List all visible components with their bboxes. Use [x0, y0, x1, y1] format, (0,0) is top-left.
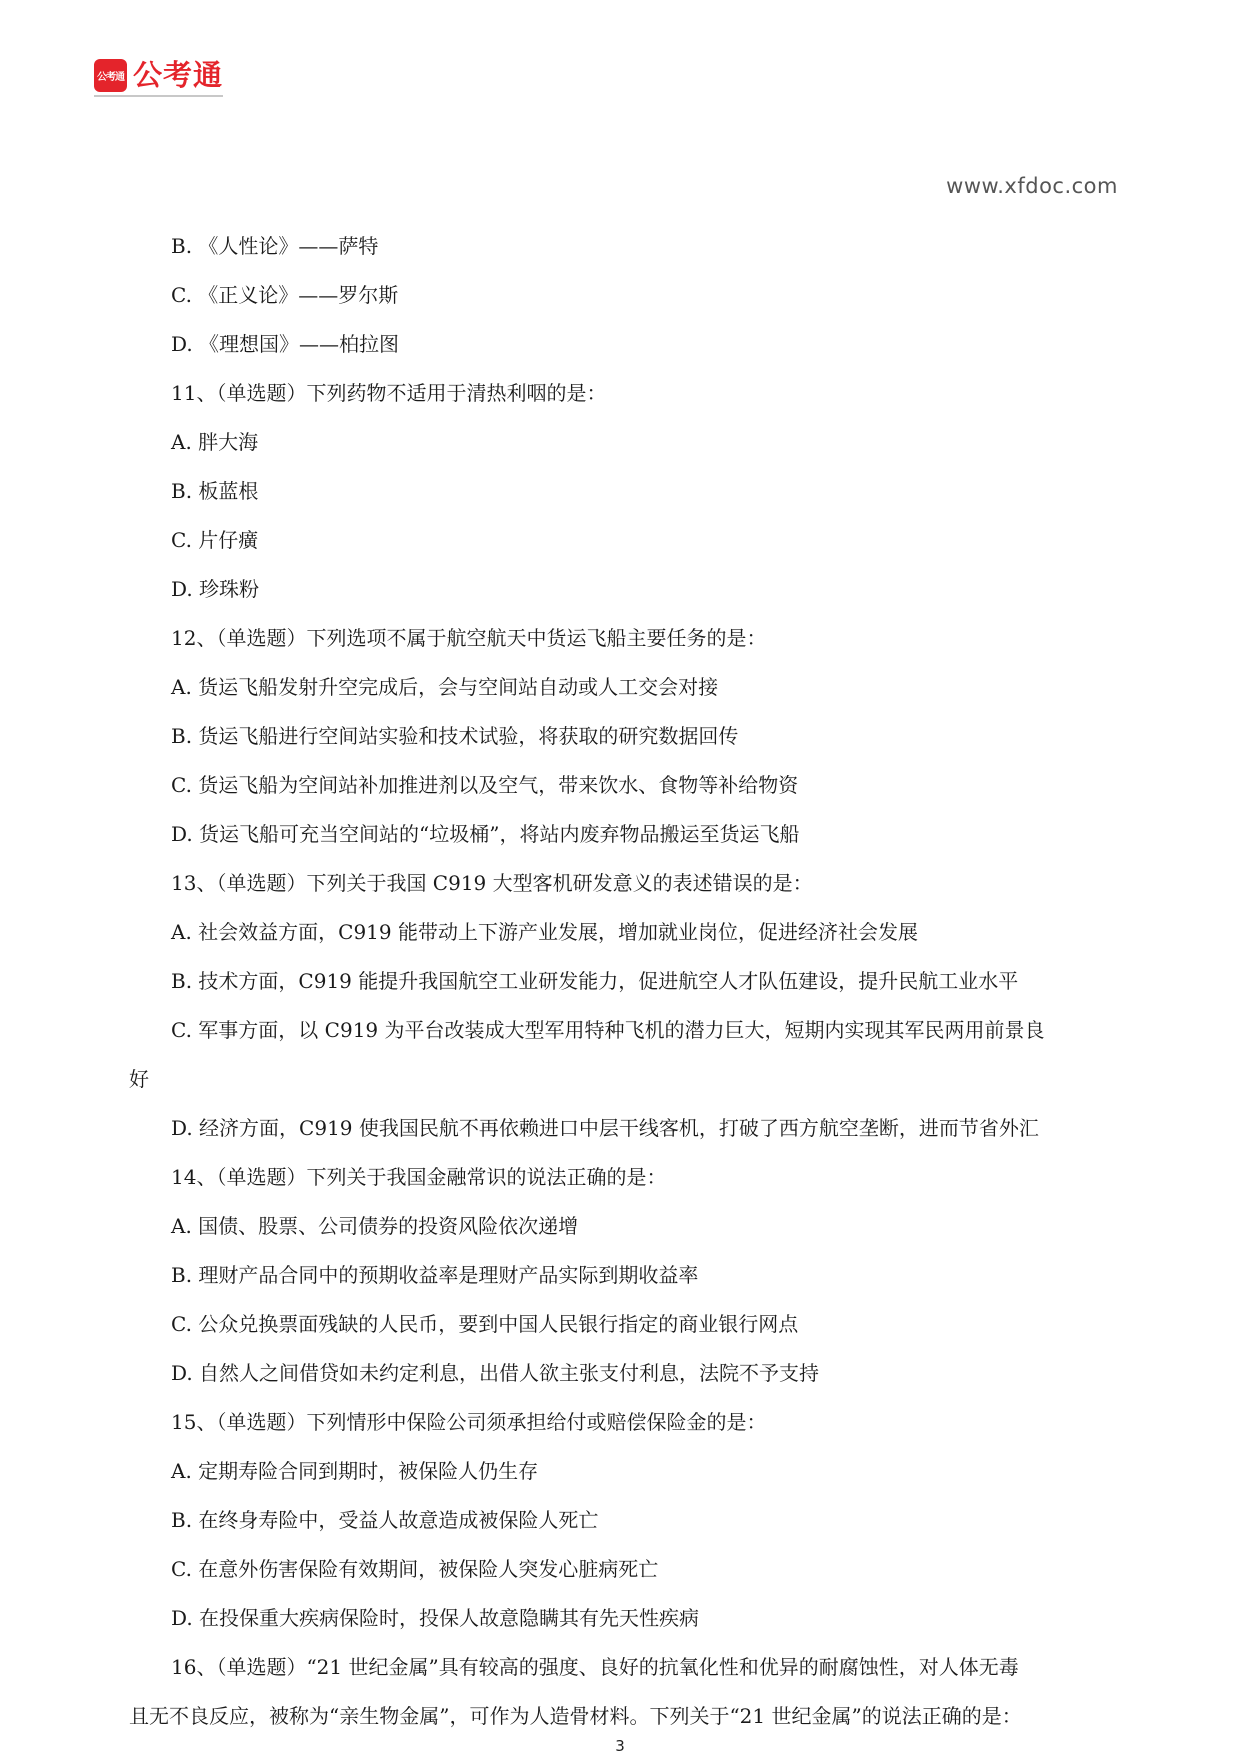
text-line: B. 技术方面，C919 能提升我国航空工业研发能力，促进航空人才队伍建设，提升民航工业水平 [171, 969, 1019, 993]
text-line: A. 定期寿险合同到期时，被保险人仍生存 [171, 1459, 539, 1483]
text-line: D. 自然人之间借贷如未约定利息，出借人欲主张支付利息，法院不予支持 [171, 1361, 820, 1385]
text-line: C. 军事方面，以 C919 为平台改装成大型军用特种飞机的潜力巨大，短期内实现其军民两用前景良 [171, 1018, 1045, 1042]
text-line: B. 理财产品合同中的预期收益率是理财产品实际到期收益率 [171, 1263, 699, 1287]
site-url: www.xfdoc.com [946, 174, 1118, 198]
text-line: D. 货运飞船可充当空间站的“垃圾桶”，将站内废弃物品搬运至货运飞船 [171, 822, 800, 846]
page-number: 3 [615, 1737, 625, 1755]
text-line: A. 胖大海 [171, 430, 259, 454]
text-line: 14、（单选题）下列关于我国金融常识的说法正确的是： [171, 1165, 667, 1189]
text-line: 12、（单选题）下列选项不属于航空航天中货运飞船主要任务的是： [171, 626, 767, 650]
text-line: D. 在投保重大疾病保险时，投保人故意隐瞒其有先天性疾病 [171, 1606, 700, 1630]
logo-text: 公考通 [133, 58, 224, 92]
text-line: A. 社会效益方面，C919 能带动上下游产业发展，增加就业岗位，促进经济社会发展 [171, 920, 918, 944]
text-line: 13、（单选题）下列关于我国 C919 大型客机研发意义的表述错误的是： [171, 871, 813, 895]
text-line: A. 货运飞船发射升空完成后，会与空间站自动或人工交会对接 [171, 675, 719, 699]
text-line: C. 《正义论》——罗尔斯 [171, 283, 399, 307]
text-line: B. 货运飞船进行空间站实验和技术试验，将获取的研究数据回传 [171, 724, 739, 748]
text-line: D. 《理想国》——柏拉图 [171, 332, 400, 356]
text-line: C. 货运飞船为空间站补加推进剂以及空气，带来饮水、食物等补给物资 [171, 773, 799, 797]
text-line: B. 在终身寿险中，受益人故意造成被保险人死亡 [171, 1508, 599, 1532]
text-line: D. 经济方面，C919 使我国民航不再依赖进口中层干线客机，打破了西方航空垄断，进而节省外汇 [171, 1116, 1039, 1140]
text-line: A. 国债、股票、公司债券的投资风险依次递增 [171, 1214, 579, 1238]
document-body [0, 222, 1240, 1741]
text-line: B. 板蓝根 [171, 479, 259, 503]
text-line: 11、（单选题）下列药物不适用于清热利咽的是： [171, 381, 607, 405]
text-line: C. 在意外伤害保险有效期间，被保险人突发心脏病死亡 [171, 1557, 659, 1581]
text-line: C. 片仔癀 [171, 528, 259, 552]
text-line: 16、（单选题）“21 世纪金属”具有较高的强度、良好的抗氧化性和优异的耐腐蚀性，对人体无毒 [171, 1655, 1019, 1679]
text-line: 好 [129, 1067, 149, 1091]
logo-badge-icon: 公考通 [94, 59, 127, 92]
text-line: 且无不良反应，被称为“亲生物金属”，可作为人造骨材料。下列关于“21 世纪金属”的说法正确的是： [129, 1704, 1022, 1728]
brand-logo [94, 58, 223, 97]
text-line: C. 公众兑换票面残缺的人民币，要到中国人民银行指定的商业银行网点 [171, 1312, 799, 1336]
text-line: B. 《人性论》——萨特 [171, 234, 379, 258]
text-line: 15、（单选题）下列情形中保险公司须承担给付或赔偿保险金的是： [171, 1410, 767, 1434]
text-line: D. 珍珠粉 [171, 577, 260, 601]
